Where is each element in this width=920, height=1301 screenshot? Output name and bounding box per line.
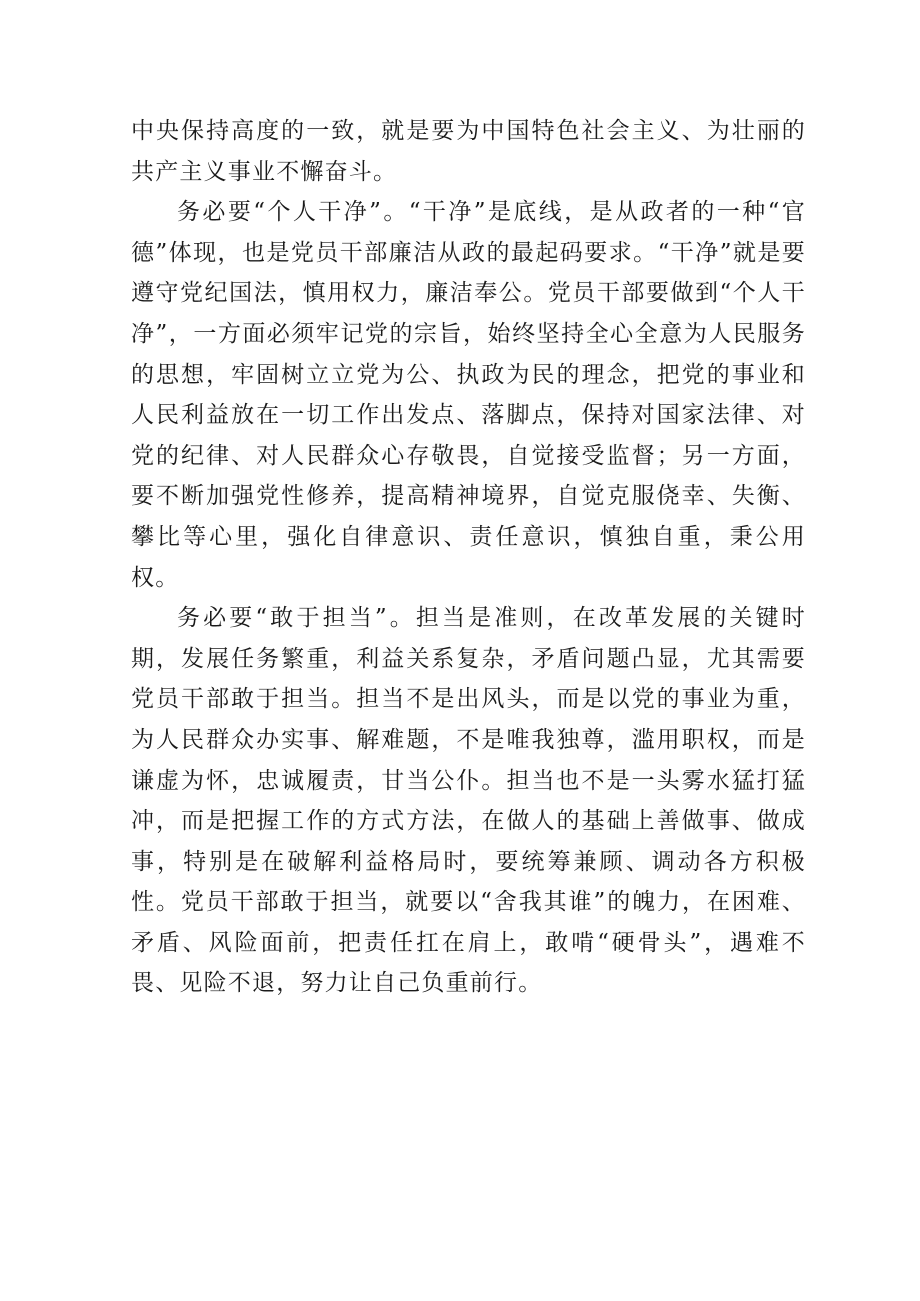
paragraph-continuation: 中央保持高度的一致，就是要为中国特色社会主义、为壮丽的共产主义事业不懈奋斗。 (131, 118, 806, 185)
document-body (131, 111, 806, 1004)
paragraph-personal-integrity: 务必要“个人干净”。“干净”是底线，是从政者的一种“官德”体现，也是党员干部廉洁从政的最起码要求。“干净”就是要遵守党纪国法，慎用权力，廉洁奉公。党员干部要做到“个人干净”，一方面必须牢记党的宗旨，始终坚持全心全意为人民服务的思想，牢固树立立党为公、执政为民的理念，把党的事业和人民利益放在一切工作出发点、落脚点，保持对国家法律、对党的纪律、对人民群众心存敬畏，自觉接受监督；另一方面，要不断加强党性修养，提高精神境界，自觉克服侥幸、失衡、攀比等心里，强化自律意识、责任意识，慎独自重，秉公用权。 (131, 199, 806, 591)
paragraph-taking-responsibility: 务必要“敢于担当”。担当是准则，在改革发展的关键时期，发展任务繁重，利益关系复杂，矛盾问题凸显，尤其需要党员干部敢于担当。担当不是出风头，而是以党的事业为重，为人民群众办实事、解难题，不是唯我独尊，滥用职权，而是谦虚为怀，忠诚履责，甘当公仆。担当也不是一头雾水猛打猛冲，而是把握工作的方式方法，在做人的基础上善做事、做成事，特别是在破解利益格局时，要统筹兼顾、调动各方积极性。党员干部敢于担当，就要以“舍我其谁”的魄力，在困难、矛盾、风险面前，把责任扛在肩上，敢啃“硬骨头”，遇难不畏、见险不退，努力让自己负重前行。 (131, 605, 806, 997)
